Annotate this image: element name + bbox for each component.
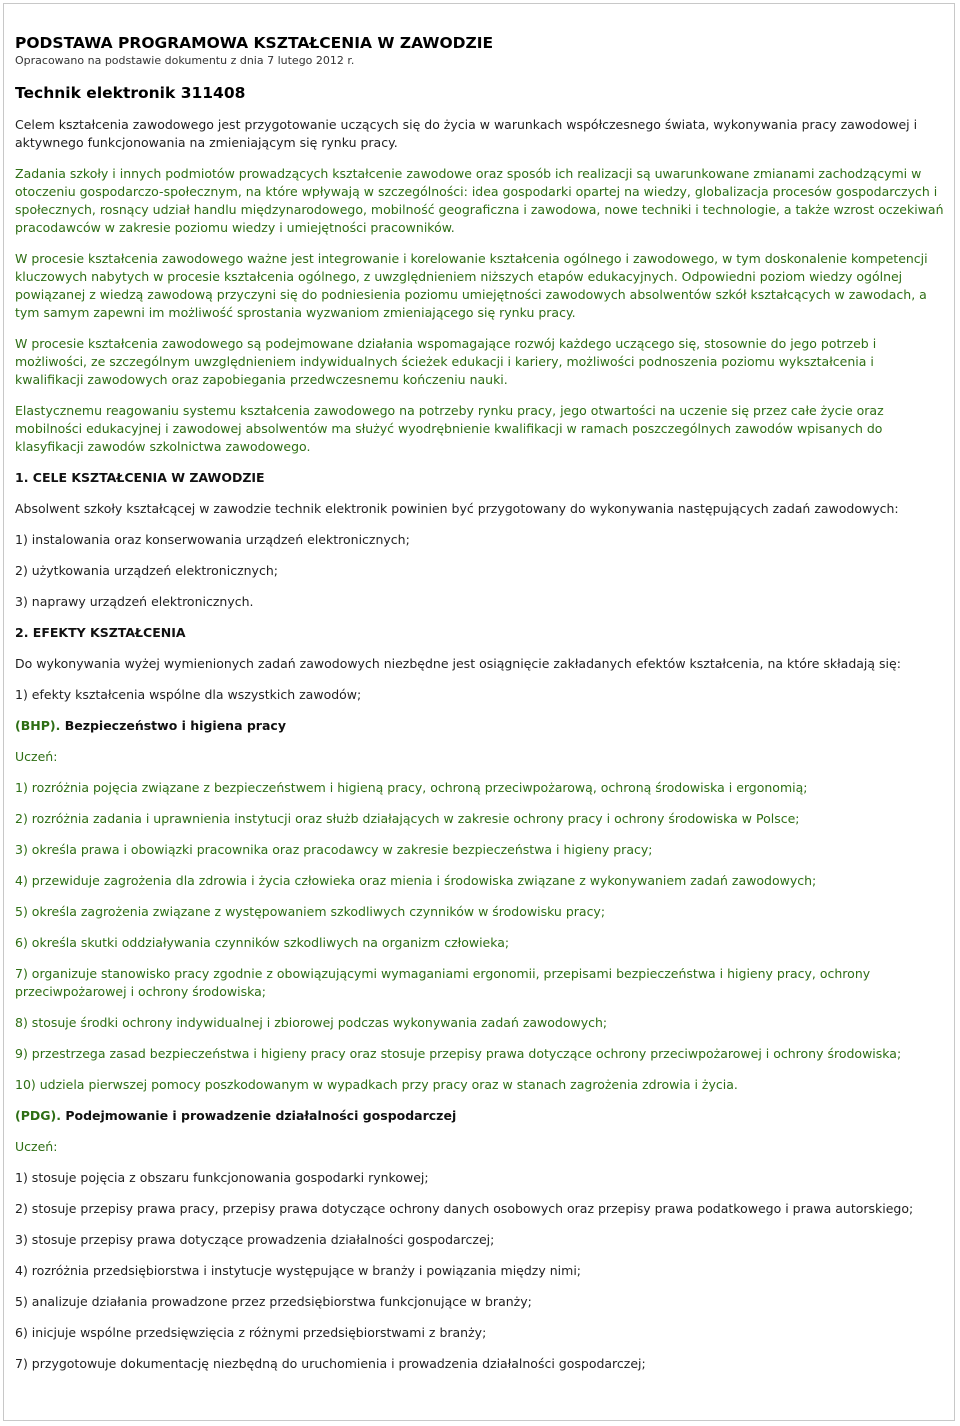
pdg-item: 3) stosuje przepisy prawa dotyczące prowadzenia działalności gospodarczej;: [15, 1232, 495, 1247]
document-page: [3, 3, 955, 1421]
pdg-student-label: Uczeń:: [15, 1139, 58, 1154]
intro-paragraph: Zadania szkoły i innych podmiotów prowadzących kształcenie zawodowe oraz sposób ich realizacji są uwarunkowane zmianami zachodzącymi w otoczeniu gospodarczo-społecznym, na które wpływają w szczególności: idea gospodarki opartej na wiedzy, globalizacja procesów gospodarczych i społecznych, rosnący udział handlu międzynarodowego, mobilność geograficzna i zawodowa, nowe techniki i technologie, a także wzrost oczekiwań pracodawców w zakresie poziomu wiedzy i umiejętności pracowników.: [15, 166, 944, 235]
bhp-item: 4) przewiduje zagrożenia dla zdrowia i życia człowieka oraz mienia i środowiska związane z wykonywaniem zadań zawodowych;: [15, 873, 817, 888]
list-item: 1) efekty kształcenia wspólne dla wszystkich zawodów;: [15, 687, 362, 702]
intro-paragraph: Elastycznemu reagowaniu systemu kształcenia zawodowego na potrzeby rynku pracy, jego otwartości na uczenie się przez całe życie oraz mobilności edukacyjnej i zawodowej absolwentów ma służyć wyodrębnienie kwalifikacji w ramach poszczególnych zawodów wpisanych do klasyfikacji zawodów szkolnictwa zawodowego.: [15, 403, 884, 454]
list-item: 2) użytkowania urządzeń elektronicznych;: [15, 563, 278, 578]
bhp-student-label: Uczeń:: [15, 749, 58, 764]
document-content: [15, 34, 945, 1373]
list-item: 1) instalowania oraz konserwowania urządzeń elektronicznych;: [15, 532, 410, 547]
bhp-item: 9) przestrzega zasad bezpieczeństwa i higieny pracy oraz stosuje przepisy prawa dotyczące ochrony przeciwpożarowej i ochrony środowiska;: [15, 1046, 902, 1061]
list-item: 3) naprawy urządzeń elektronicznych.: [15, 594, 254, 609]
bhp-item: 3) określa prawa i obowiązki pracownika oraz pracodawcy w zakresie bezpieczeństwa i higieny pracy;: [15, 842, 653, 857]
section-2-title: 2. EFEKTY KSZTAŁCENIA: [15, 625, 186, 640]
pdg-name: Podejmowanie i prowadzenie działalności gospodarczej: [65, 1108, 457, 1123]
pdg-item: 4) rozróżnia przedsiębiorstwa i instytucje występujące w branży i powiązania między nimi;: [15, 1263, 581, 1278]
bhp-item: 8) stosuje środki ochrony indywidualnej i zbiorowej podczas wykonywania zadań zawodowych;: [15, 1015, 608, 1030]
intro-paragraph: W procesie kształcenia zawodowego ważne jest integrowanie i korelowanie kształcenia ogólnego i zawodowego, w tym doskonalenie kompetencji kluczowych nabytych w procesie kształcenia ogólnego, z uwzględnieniem niższych etapów edukacyjnych. Odpowiedni poziom wiedzy ogólnej powiązanej z wiedzą zawodową przyczyni się do podniesienia poziomu umiejętności zawodowych absolwentów szkół kształcących w zawodach, a tym samym zapewni im możliwość sprostania wyzwaniom zmieniającego się rynku pracy.: [15, 251, 928, 320]
bhp-code: (BHP).: [15, 718, 61, 733]
pdg-item: 5) analizuje działania prowadzone przez przedsiębiorstwa funkcjonujące w branży;: [15, 1294, 532, 1309]
document-subtitle: Opracowano na podstawie dokumentu z dnia 7 lutego 2012 r.: [15, 54, 355, 67]
section-1-title: 1. CELE KSZTAŁCENIA W ZAWODZIE: [15, 470, 265, 485]
section-2-lead: Do wykonywania wyżej wymienionych zadań zawodowych niezbędne jest osiągnięcie zakładanych efektów kształcenia, na które składają się:: [15, 656, 901, 671]
pdg-item: 1) stosuje pojęcia z obszaru funkcjonowania gospodarki rynkowej;: [15, 1170, 429, 1185]
pdg-item: 6) inicjuje wspólne przedsięwzięcia z różnymi przedsiębiorstwami z branży;: [15, 1325, 487, 1340]
bhp-item: 7) organizuje stanowisko pracy zgodnie z obowiązującymi wymaganiami ergonomii, przepisami bezpieczeństwa i higieny pracy, ochrony przeciwpożarowej i ochrony środowiska;: [15, 966, 871, 999]
bhp-item: 1) rozróżnia pojęcia związane z bezpieczeństwem i higieną pracy, ochroną przeciwpożarową, ochroną środowiska i ergonomią;: [15, 780, 808, 795]
profession-title: Technik elektronik 311408: [15, 84, 246, 102]
bhp-heading: [15, 717, 945, 735]
document-title: PODSTAWA PROGRAMOWA KSZTAŁCENIA W ZAWODZIE: [15, 34, 494, 52]
bhp-item: 6) określa skutki oddziaływania czynników szkodliwych na organizm człowieka;: [15, 935, 510, 950]
pdg-code: (PDG).: [15, 1108, 61, 1123]
bhp-item: 10) udziela pierwszej pomocy poszkodowanym w wypadkach przy pracy oraz w stanach zagrożenia zdrowia i życia.: [15, 1077, 738, 1092]
section-1-lead: Absolwent szkoły kształcącej w zawodzie technik elektronik powinien być przygotowany do wykonywania następujących zadań zawodowych:: [15, 501, 899, 516]
bhp-item: 2) rozróżnia zadania i uprawnienia instytucji oraz służb działających w zakresie ochrony pracy i ochrony środowiska w Polsce;: [15, 811, 800, 826]
bhp-name: Bezpieczeństwo i higiena pracy: [64, 718, 286, 733]
intro-paragraph: Celem kształcenia zawodowego jest przygotowanie uczących się do życia w warunkach współczesnego świata, wykonywania pracy zawodowej i aktywnego funkcjonowania na zmieniającym się rynku pracy.: [15, 117, 918, 150]
bhp-item: 5) określa zagrożenia związane z występowaniem szkodliwych czynników w środowisku pracy;: [15, 904, 606, 919]
pdg-item: 2) stosuje przepisy prawa pracy, przepisy prawa dotyczące ochrony danych osobowych oraz przepisy prawa podatkowego i prawa autorskiego;: [15, 1201, 914, 1216]
pdg-heading: [15, 1107, 945, 1125]
pdg-item: 7) przygotowuje dokumentację niezbędną do uruchomienia i prowadzenia działalności gospodarczej;: [15, 1356, 646, 1371]
intro-paragraph: W procesie kształcenia zawodowego są podejmowane działania wspomagające rozwój każdego uczącego się, stosownie do jego potrzeb i możliwości, ze szczególnym uwzględnieniem indywidualnych ścieżek edukacji i kariery, możliwości podnoszenia poziomu wykształcenia i kwalifikacji zawodowych oraz zapobiegania przedwczesnemu kończeniu nauki.: [15, 336, 877, 387]
